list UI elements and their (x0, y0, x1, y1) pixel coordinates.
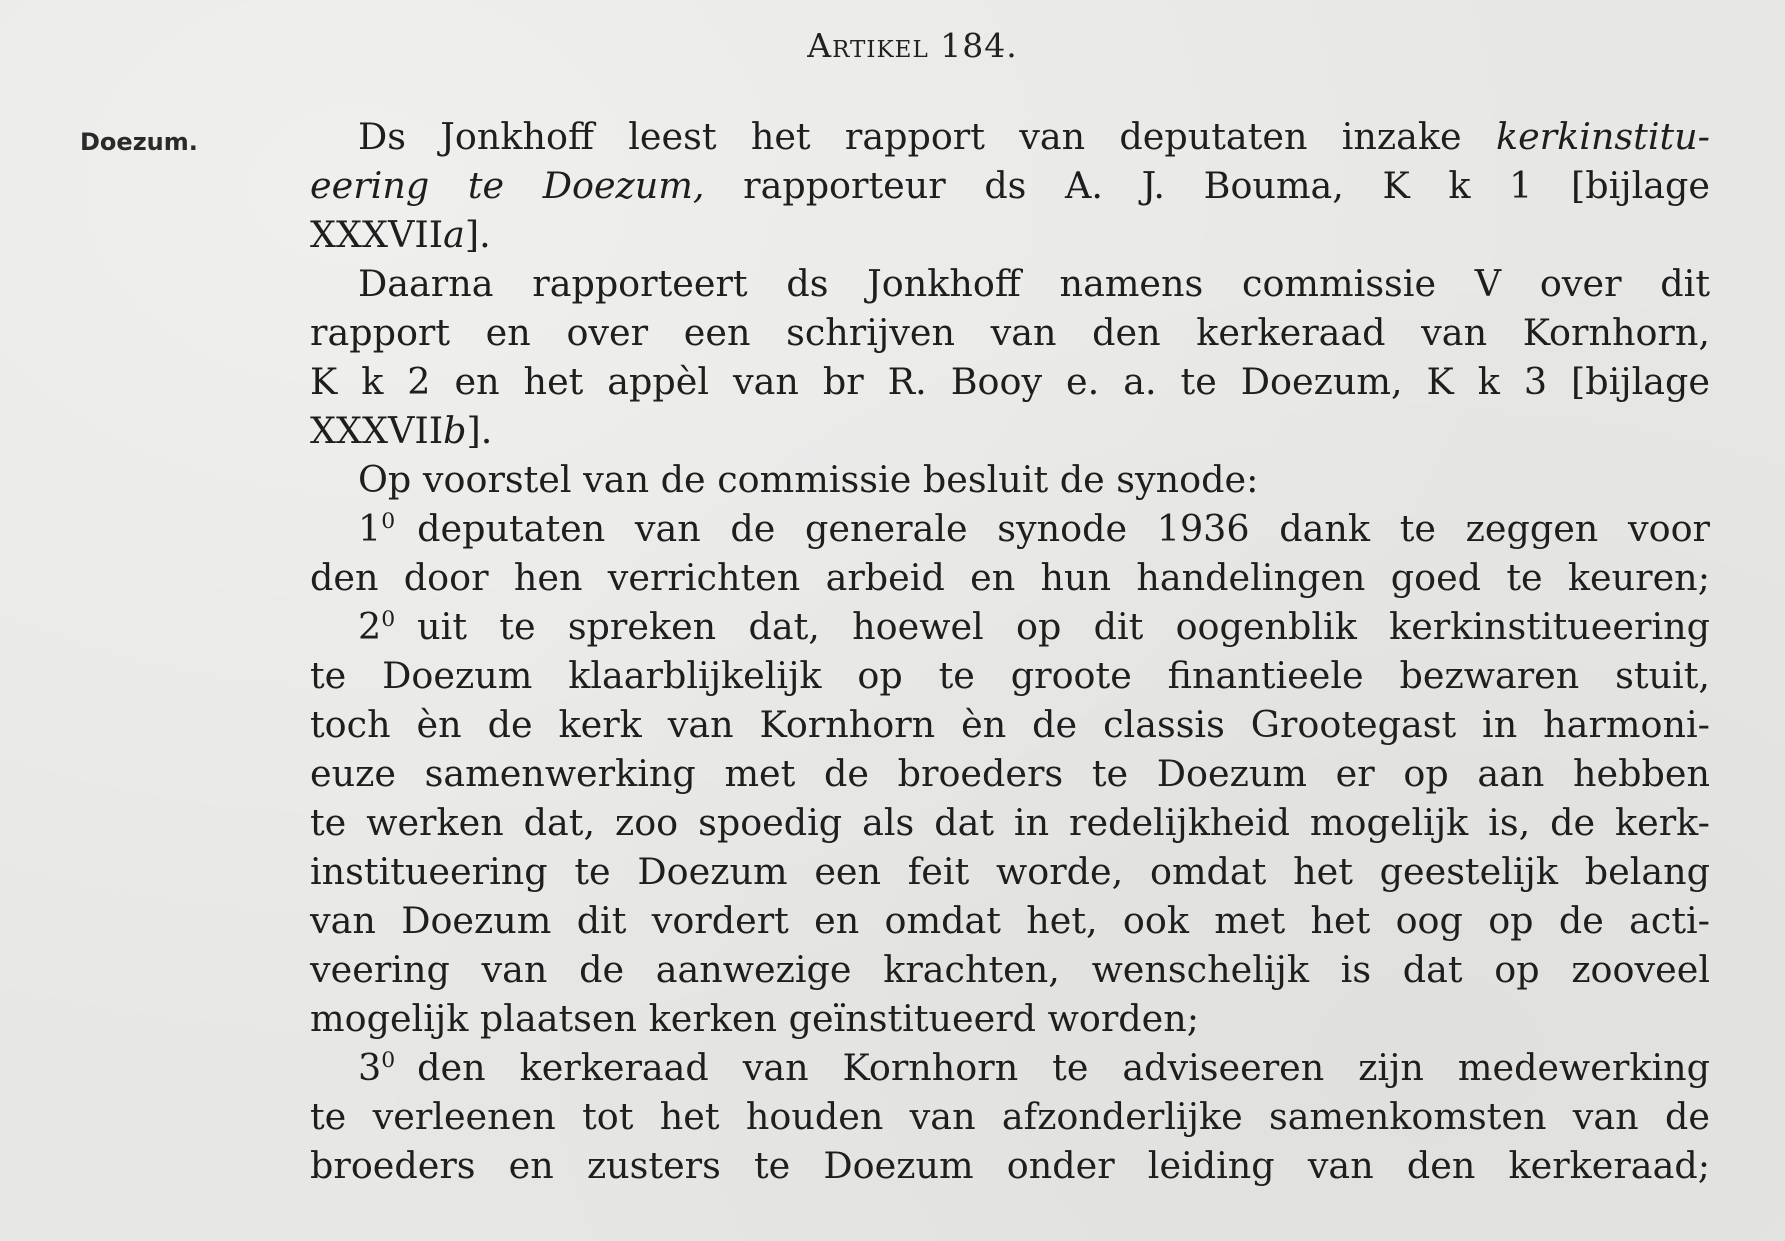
text-run: ]. (466, 409, 493, 452)
text-line (310, 112, 1710, 161)
item-number: $3^0$ (358, 1046, 396, 1089)
italic-run: b (443, 409, 467, 452)
text-run: Op voorstel van de commissie besluit de synode: (358, 458, 1259, 501)
text-run: den kerkeraad van Kornhorn te adviseeren zijn medewerking (417, 1046, 1710, 1089)
text-line (310, 259, 1710, 308)
italic-run: a (443, 213, 465, 256)
text-line: te werken dat, zoo spoedig als dat in redelijkheid mogelijk is, de kerk- (310, 801, 1710, 844)
text-line: veering van de aanwezige krachten, wenschelijk is dat op zooveel (310, 948, 1710, 991)
text-line: K k 2 en het appèl van br R. Booy e. a. te Doezum, K k 3 [bijlage (310, 360, 1710, 403)
text-line: te Doezum klaarblijkelijk op te groote finantieele bezwaren stuit, (310, 654, 1710, 697)
margin-note: Doezum. (80, 128, 198, 156)
italic-run: eering te Doezum, (310, 164, 705, 207)
text-line (310, 455, 1710, 504)
text-line: euze samenwerking met de broeders te Doezum er op aan hebben (310, 752, 1710, 795)
italic-run: kerkinstitu- (1495, 115, 1710, 158)
text-run: ]. (464, 213, 491, 256)
text-line: broeders en zusters te Doezum onder leiding van den kerkeraad; (310, 1144, 1710, 1187)
text-run: XXXVII (310, 213, 444, 256)
article-heading: Artikel 184. (807, 26, 1018, 65)
item-number: $2^0$ (358, 605, 396, 648)
text-line (310, 504, 1710, 553)
item-number: $1^0$ (358, 507, 396, 550)
text-line (310, 210, 1710, 259)
text-line: toch èn de kerk van Kornhorn èn de classis Grootegast in harmoni- (310, 703, 1710, 746)
text-run: uit te spreken dat, hoewel op dit oogenblik kerkinstitueering (417, 605, 1710, 648)
text-run: Daarna rapporteert ds Jonkhoff namens commissie V over dit (358, 262, 1710, 305)
text-run: deputaten van de generale synode 1936 dank te zeggen voor (417, 507, 1710, 550)
text-run: rapporteur ds A. J. Bouma, K k 1 [bijlage (704, 164, 1710, 207)
text-line (310, 1043, 1710, 1092)
text-line: mogelijk plaatsen kerken geïnstitueerd worden; (310, 997, 1200, 1040)
text-line: van Doezum dit vordert en omdat het, ook met het oog op de acti- (310, 899, 1710, 942)
text-line (310, 602, 1710, 651)
text-run: Ds Jonkhoff leest het rapport van deputaten inzake (358, 115, 1496, 158)
text-line: rapport en over een schrijven van den kerkeraad van Kornhorn, (310, 311, 1710, 354)
text-line: institueering te Doezum een feit worde, omdat het geestelijk belang (310, 850, 1710, 893)
text-line: te verleenen tot het houden van afzonderlijke samenkomsten van de (310, 1095, 1710, 1138)
text-line (310, 406, 1710, 455)
text-line (310, 161, 1710, 210)
article-body (310, 112, 1710, 1190)
text-run: XXXVII (310, 409, 444, 452)
text-line: den door hen verrichten arbeid en hun handelingen goed te keuren; (310, 556, 1710, 599)
